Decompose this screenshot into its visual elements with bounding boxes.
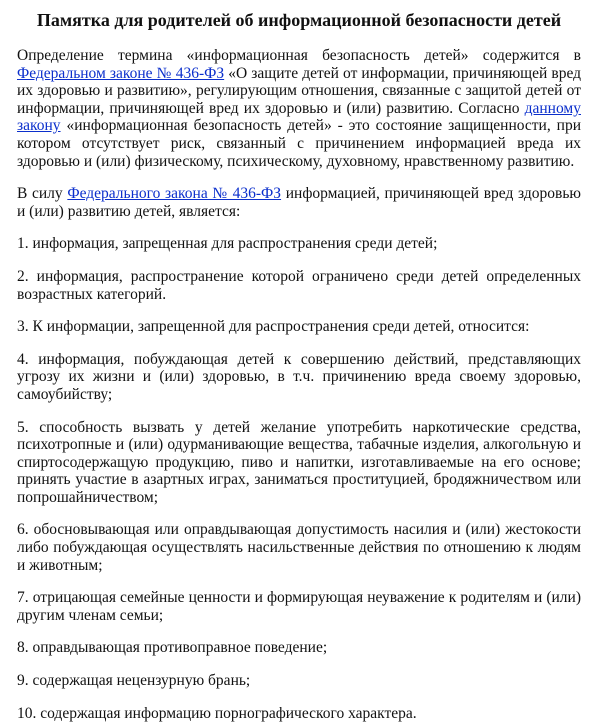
law-text-1: В силу	[17, 185, 68, 203]
list-item-9: 9. содержащая нецензурную брань;	[17, 672, 251, 690]
federal-law-link-2[interactable]: Федерального закона № 436-ФЗ	[67, 185, 282, 203]
federal-law-link[interactable]: Федеральном законе № 436-ФЗ	[17, 64, 225, 82]
intro-text-3: «информационная безопасность детей» - это состояние защищенности, при котором отсутствует риск, связанный с причинением информацией вреда их здоровью и (или) физическому, психическому, духовному, нравственному развитию.	[17, 117, 581, 170]
intro-text-2: «О защите детей от информации, причиняющей вред их здоровью и развитию», регулирующим отношения, связанные с защитой детей от информации, причиняющей вред их здоровью и (или) развитию. Согласно	[17, 64, 582, 117]
list-item-5: 5. способность вызвать у детей желание употребить наркотические средства, психотропные и (или) одурманивающие вещества, табачные изделия, алкогольную и спиртосодержащую продукцию, пиво и напитки, изготавливаемые на его основе; принять участие в азартных играх, заниматься проституцией, бродяжничеством или попрошайничеством;	[17, 418, 581, 506]
list-item-10: 10. содержащая информацию порнографического характера.	[17, 704, 417, 722]
page-title: Памятка для родителей об информационной безопасности детей	[36, 10, 562, 30]
list-item-8: 8. оправдывающая противоправное поведение;	[17, 639, 328, 657]
list-item-6: 6. обосновывающая или оправдывающая допустимость насилия и (или) жестокости либо побуждающая осуществлять насильственные действия по отношению к людям и животным;	[17, 521, 581, 574]
list-item-1: 1. информация, запрещенная для распространения среди детей;	[17, 235, 438, 253]
this-law-link[interactable]: данному закону	[17, 99, 581, 135]
list-item-4: 4. информация, побуждающая детей к совершению действий, представляющих угрозу их жизни и (или) здоровью, в т.ч. причинению вреда своему здоровью, самоубийству;	[17, 350, 581, 403]
law-text-2: информацией, причиняющей вред здоровью и (или) развитию детей, является:	[17, 185, 581, 220]
list-item-3: 3. К информации, запрещенной для распространения среди детей, относится:	[17, 318, 530, 336]
law-paragraph	[17, 185, 581, 220]
list-item-7: 7. отрицающая семейные ценности и формирующая неуважение к родителям и (или) другим членам семьи;	[17, 589, 581, 624]
list-item-2: 2. информация, распространение которой ограничено среди детей определенных возрастных категорий.	[17, 267, 581, 303]
intro-text-1: Определение термина «информационная безопасность детей» содержится в	[17, 47, 581, 64]
intro-paragraph	[17, 47, 581, 170]
